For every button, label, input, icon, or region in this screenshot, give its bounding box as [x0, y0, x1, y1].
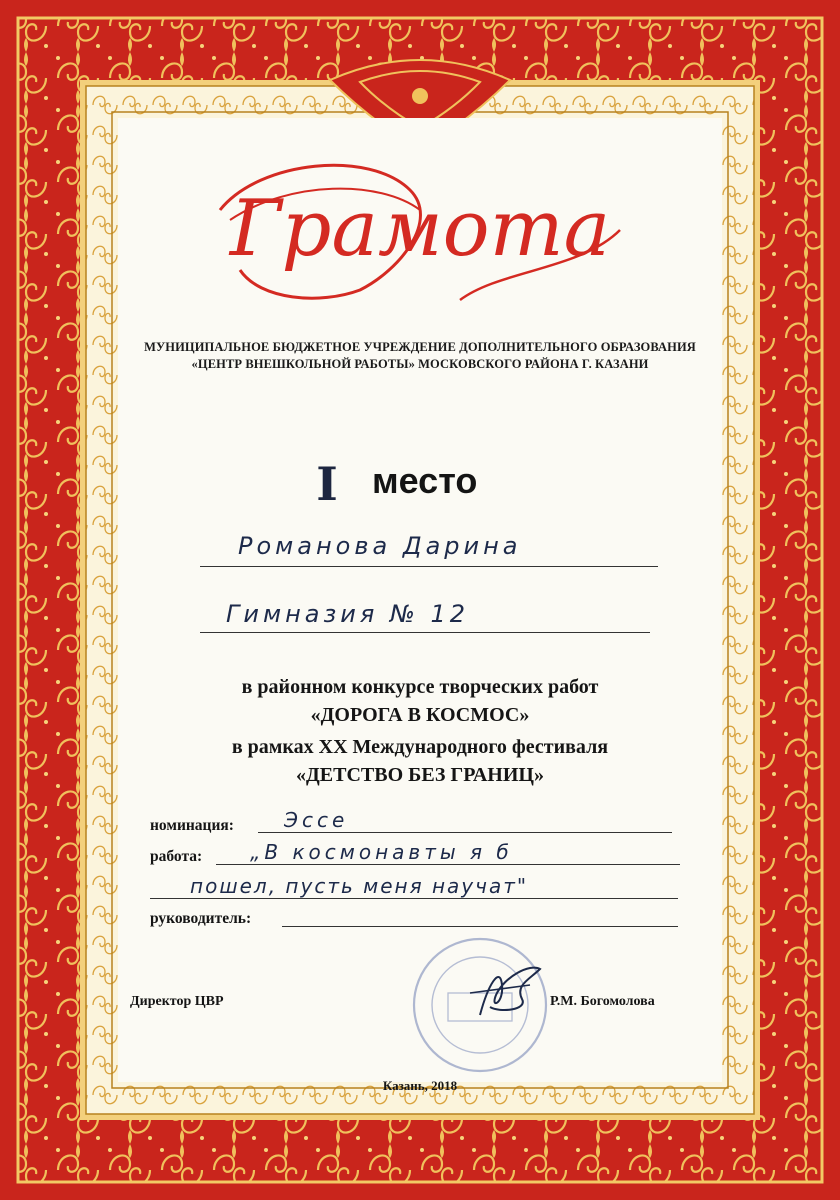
nomination-line	[258, 832, 672, 833]
work-label: работа:	[150, 848, 203, 865]
signature-name: Р.М. Богомолова	[550, 994, 655, 1009]
nomination-label: номинация:	[150, 817, 234, 834]
festival-line: в рамках XX Международного фестиваля	[231, 736, 609, 758]
work-value-line-2: пошел, пусть меня научат"	[190, 874, 529, 898]
recipient-name: Романова Дарина	[238, 532, 522, 560]
organization-line-2: «ЦЕНТР ВНЕШКОЛЬНОЙ РАБОТЫ» МОСКОВСКОГО РАЙОНА Г. КАЗАНИ	[191, 357, 649, 371]
recipient-name-line	[200, 566, 658, 567]
contest-name: «ДОРОГА В КОСМОС»	[310, 704, 530, 726]
certificate-title: Грамота	[229, 184, 611, 274]
festival-name: «ДЕТСТВО БЕЗ ГРАНИЦ»	[296, 764, 544, 786]
work-value-line-1: „В космонавты я б	[250, 840, 513, 864]
certificate-title-art	[200, 150, 640, 320]
contest-line-1: в районном конкурсе творческих работ	[241, 676, 599, 698]
place-numeral: I	[316, 457, 338, 511]
nomination-value: Эссе	[284, 808, 349, 832]
place-word: место	[372, 460, 478, 501]
supervisor-line	[282, 926, 678, 927]
signature-position: Директор ЦВР	[130, 994, 224, 1009]
recipient-school: Гимназия № 12	[226, 600, 470, 628]
supervisor-label: руководитель:	[150, 910, 252, 927]
work-line-1	[216, 864, 680, 865]
work-line-2	[150, 898, 678, 899]
director-signature	[460, 955, 550, 1025]
organization-line-1: МУНИЦИПАЛЬНОЕ БЮДЖЕТНОЕ УЧРЕЖДЕНИЕ ДОПОЛНИТЕЛЬНОГО ОБРАЗОВАНИЯ	[144, 340, 696, 354]
city-year: Казань, 2018	[382, 1078, 458, 1093]
recipient-school-line	[200, 632, 650, 633]
